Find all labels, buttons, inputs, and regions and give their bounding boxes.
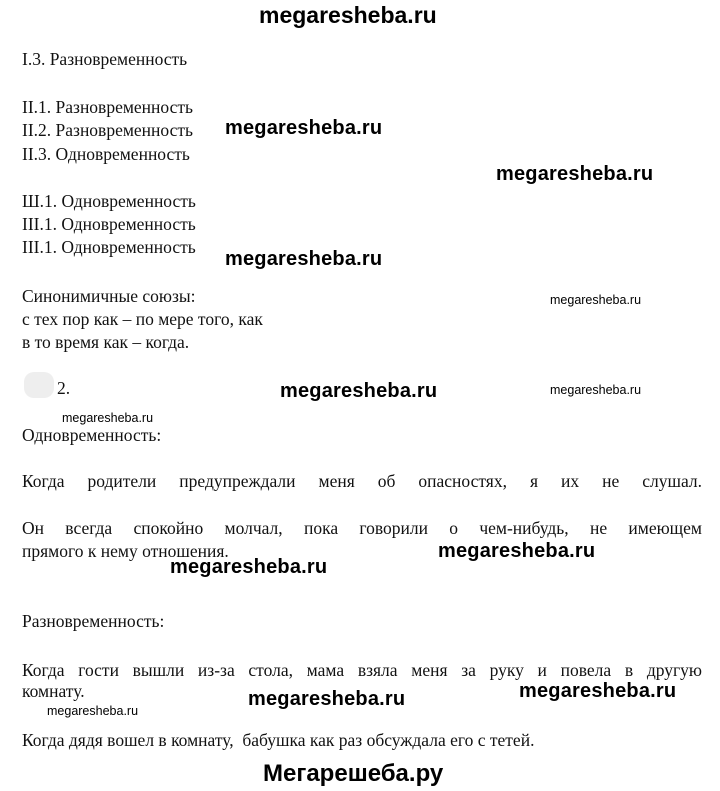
task-number: 2. [57, 378, 71, 398]
watermark: megaresheba.ru [496, 163, 654, 185]
watermark: megaresheba.ru [280, 380, 438, 402]
simultaneity-sentence-1: Когда родители предупреждали меня об опасностях, я их не слушал. [22, 471, 702, 491]
watermark-small: megaresheba.ru [550, 383, 642, 397]
answer-line-ii-2: II.2. Разновременность [22, 120, 193, 140]
answer-line-iii-1c: III.1. Одновременность [22, 237, 196, 257]
answer-line-ii-1: II.1. Разновременность [22, 97, 193, 117]
non-simultaneity-heading: Разновременность: [22, 611, 165, 631]
watermark-small: megaresheba.ru [550, 293, 642, 307]
watermark-small: megaresheba.ru [47, 704, 139, 718]
watermark: megaresheba.ru [170, 556, 328, 578]
simultaneity-heading: Одновременность: [22, 425, 162, 445]
watermark: megaresheba.ru [248, 688, 406, 710]
non-simultaneity-sentence-1-line-2: комнату. [22, 681, 85, 701]
synonyms-pair-2: в то время как – когда. [22, 332, 190, 352]
watermark: megaresheba.ru [225, 117, 383, 139]
footer-watermark: Мегарешеба.ру [263, 760, 444, 787]
answer-line-ii-3: II.3. Одновременность [22, 144, 190, 164]
watermark: megaresheba.ru [225, 248, 383, 270]
simultaneity-sentence-2-line-2: прямого к нему отношения. [22, 541, 229, 561]
header-watermark: megaresheba.ru [259, 2, 437, 28]
answer-line-iii-1b: III.1. Одновременность [22, 214, 196, 234]
blurred-task-marker [24, 372, 54, 398]
answer-line-iii-1a: Ш.1. Одновременность [22, 191, 196, 211]
non-simultaneity-sentence-2: Когда дядя вошел в комнату, бабушка как раз обсуждала его с тетей. [22, 730, 535, 750]
watermark: megaresheba.ru [438, 540, 596, 562]
synonyms-pair-1: с тех пор как – по мере того, как [22, 309, 263, 329]
watermark-small: megaresheba.ru [62, 411, 154, 425]
watermark: megaresheba.ru [519, 680, 677, 702]
non-simultaneity-sentence-1-line-1: Когда гости вышли из-за стола, мама взяла меня за руку и повела в другую [22, 660, 702, 680]
simultaneity-sentence-2-line-1: Он всегда спокойно молчал, пока говорили о чем-нибудь, не имеющем [22, 518, 702, 538]
answer-line-i-3: I.3. Разновременность [22, 49, 188, 69]
synonyms-title: Синонимичные союзы: [22, 286, 196, 306]
